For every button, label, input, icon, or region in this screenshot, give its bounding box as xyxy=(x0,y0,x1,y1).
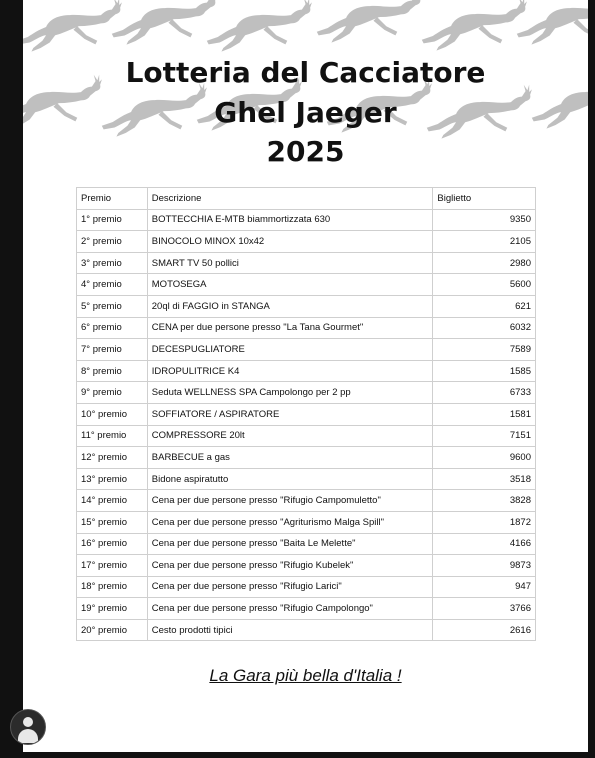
slogan: La Gara più bella d'Italia ! xyxy=(209,666,402,685)
table-row xyxy=(77,576,536,598)
ticket-number-cell: 3766 xyxy=(433,598,536,620)
prize-description-cell: SMART TV 50 pollici xyxy=(147,252,433,274)
deer-icon xyxy=(317,0,422,43)
ticket-number-cell: 1872 xyxy=(433,511,536,533)
column-header-descrizione: Descrizione xyxy=(147,188,433,210)
prize-rank-cell: 13° premio xyxy=(77,468,148,490)
table-row xyxy=(77,598,536,620)
table-row xyxy=(77,555,536,577)
column-header-premio: Premio xyxy=(77,188,148,210)
column-header-biglietto: Biglietto xyxy=(433,188,536,210)
prize-description-cell: Seduta WELLNESS SPA Campolongo per 2 pp xyxy=(147,382,433,404)
prize-table-body xyxy=(77,209,536,641)
table-row xyxy=(77,360,536,382)
ticket-number-cell: 4166 xyxy=(433,533,536,555)
table-row xyxy=(77,447,536,469)
table-row xyxy=(77,252,536,274)
prize-rank-cell: 2° premio xyxy=(77,231,148,253)
prize-description-cell: COMPRESSORE 20lt xyxy=(147,425,433,447)
prize-description-cell: Cena per due persone presso "Rifugio Larici" xyxy=(147,576,433,598)
table-row xyxy=(77,619,536,641)
prize-rank-cell: 9° premio xyxy=(77,382,148,404)
prize-description-cell: Cena per due persone presso "Rifugio Campolongo" xyxy=(147,598,433,620)
ticket-number-cell: 9873 xyxy=(433,555,536,577)
prize-rank-cell: 5° premio xyxy=(77,295,148,317)
prize-rank-cell: 8° premio xyxy=(77,360,148,382)
ticket-number-cell: 7151 xyxy=(433,425,536,447)
avatar-body xyxy=(18,729,38,743)
prize-rank-cell: 10° premio xyxy=(77,403,148,425)
prize-table xyxy=(76,187,536,641)
ticket-number-cell: 6733 xyxy=(433,382,536,404)
ticket-number-cell: 3518 xyxy=(433,468,536,490)
table-row xyxy=(77,490,536,512)
prize-rank-cell: 6° premio xyxy=(77,317,148,339)
ticket-number-cell: 7589 xyxy=(433,339,536,361)
table-row xyxy=(77,209,536,231)
organizer-name: Ghel Jaeger xyxy=(214,96,397,129)
prize-rank-cell: 17° premio xyxy=(77,555,148,577)
prize-rank-cell: 4° premio xyxy=(77,274,148,296)
prize-description-cell: DECESPUGLIATORE xyxy=(147,339,433,361)
prize-description-cell: Cena per due persone presso "Rifugio Campomuletto" xyxy=(147,490,433,512)
prize-rank-cell: 16° premio xyxy=(77,533,148,555)
table-row xyxy=(77,468,536,490)
ticket-number-cell: 6032 xyxy=(433,317,536,339)
ticket-number-cell: 3828 xyxy=(433,490,536,512)
prize-description-cell: SOFFIATORE / ASPIRATORE xyxy=(147,403,433,425)
prize-description-cell: Cesto prodotti tipici xyxy=(147,619,433,641)
ticket-number-cell: 9350 xyxy=(433,209,536,231)
prize-rank-cell: 18° premio xyxy=(77,576,148,598)
prize-description-cell: CENA per due persone presso "La Tana Gourmet" xyxy=(147,317,433,339)
prize-description-cell: 20ql di FAGGIO in STANGA xyxy=(147,295,433,317)
prize-rank-cell: 12° premio xyxy=(77,447,148,469)
avatar-head xyxy=(23,717,33,727)
deer-icon xyxy=(517,0,588,45)
table-row xyxy=(77,339,536,361)
deer-icon xyxy=(23,0,122,52)
ticket-number-cell: 2980 xyxy=(433,252,536,274)
ticket-number-cell: 621 xyxy=(433,295,536,317)
prize-description-cell: IDROPULITRICE K4 xyxy=(147,360,433,382)
prize-rank-cell: 7° premio xyxy=(77,339,148,361)
poster-year: 2025 xyxy=(266,135,345,168)
prize-description-cell: BINOCOLO MINOX 10x42 xyxy=(147,231,433,253)
prize-description-cell: Bidone aspiratutto xyxy=(147,468,433,490)
deer-icon xyxy=(207,0,312,52)
prize-description-cell: Cena per due persone presso "Agriturismo Malga Spill" xyxy=(147,511,433,533)
prize-rank-cell: 3° premio xyxy=(77,252,148,274)
prize-description-cell: Cena per due persone presso "Baita Le Melette" xyxy=(147,533,433,555)
table-row xyxy=(77,511,536,533)
user-avatar-icon[interactable] xyxy=(10,709,46,745)
prize-description-cell: MOTOSEGA xyxy=(147,274,433,296)
poster-page xyxy=(23,0,588,752)
table-header-row xyxy=(77,188,536,210)
table-row xyxy=(77,403,536,425)
ticket-number-cell: 1585 xyxy=(433,360,536,382)
ticket-number-cell: 2616 xyxy=(433,619,536,641)
ticket-number-cell: 5600 xyxy=(433,274,536,296)
table-row xyxy=(77,425,536,447)
prize-description-cell: BARBECUE a gas xyxy=(147,447,433,469)
deer-icon xyxy=(422,0,527,51)
ticket-number-cell: 1581 xyxy=(433,403,536,425)
table-row xyxy=(77,274,536,296)
prize-rank-cell: 20° premio xyxy=(77,619,148,641)
table-row xyxy=(77,382,536,404)
table-row xyxy=(77,317,536,339)
ticket-number-cell: 2105 xyxy=(433,231,536,253)
prize-rank-cell: 1° premio xyxy=(77,209,148,231)
prize-rank-cell: 14° premio xyxy=(77,490,148,512)
prize-description-cell: BOTTECCHIA E-MTB biammortizzata 630 xyxy=(147,209,433,231)
prize-rank-cell: 15° premio xyxy=(77,511,148,533)
ticket-number-cell: 9600 xyxy=(433,447,536,469)
prize-rank-cell: 19° premio xyxy=(77,598,148,620)
ticket-number-cell: 947 xyxy=(433,576,536,598)
table-row xyxy=(77,295,536,317)
deer-icon xyxy=(112,0,217,45)
table-row xyxy=(77,231,536,253)
poster-title: Lotteria del Cacciatore xyxy=(125,56,486,89)
prize-rank-cell: 11° premio xyxy=(77,425,148,447)
table-row xyxy=(77,533,536,555)
prize-description-cell: Cena per due persone presso "Rifugio Kubelek" xyxy=(147,555,433,577)
